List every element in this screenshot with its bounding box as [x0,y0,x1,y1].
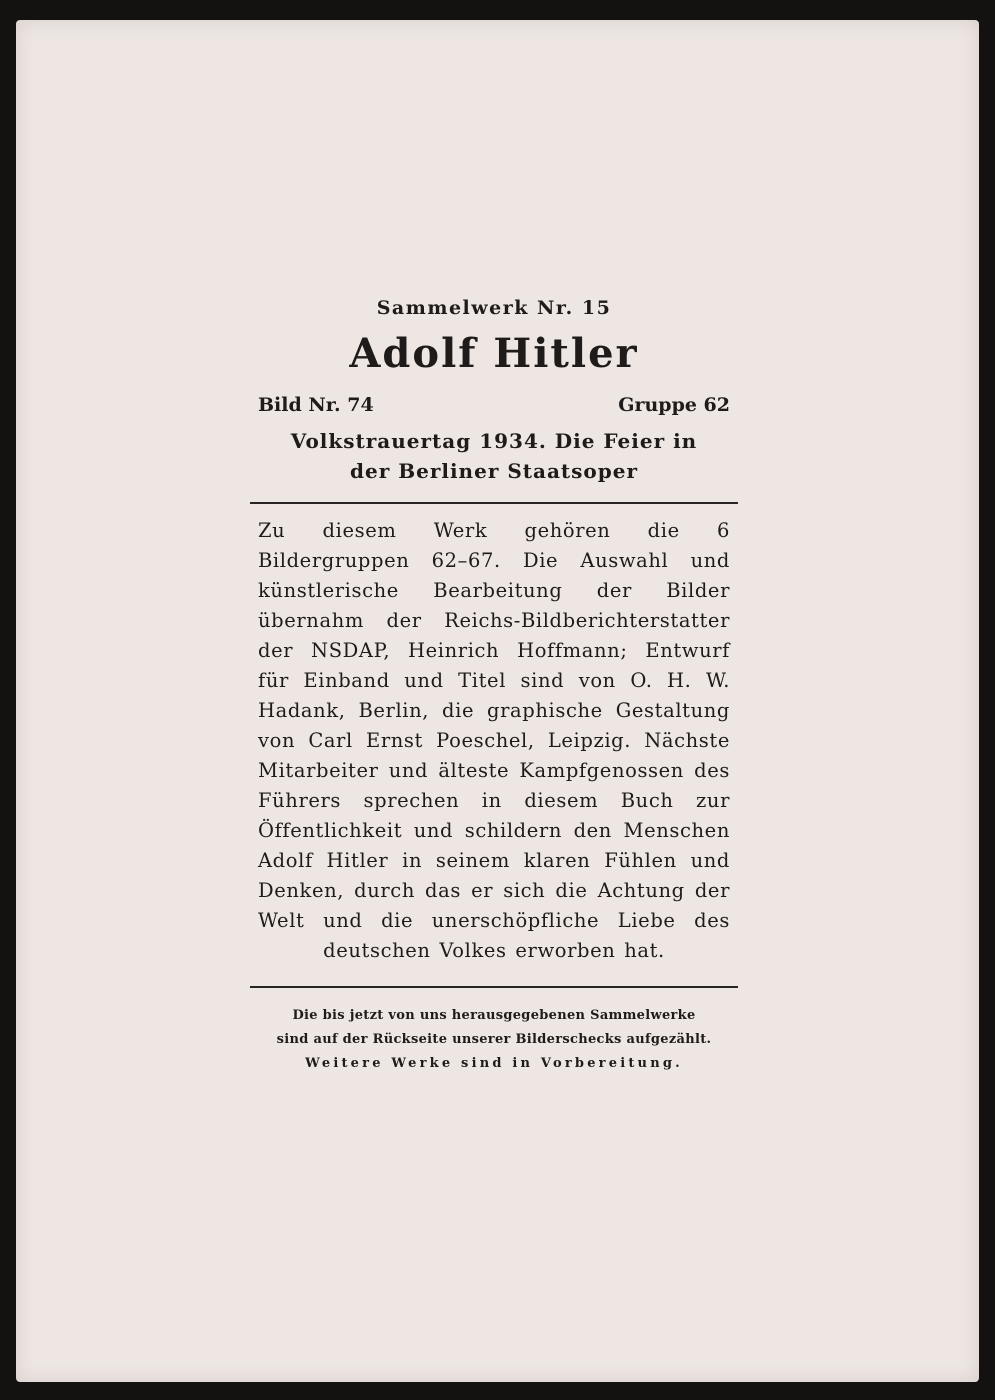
caption-line-1: Volkstrauertag 1934. Die Feier in [290,429,698,453]
footer-line-2: sind auf der Rückseite unserer Bilderschecks aufgezählt. [276,1032,712,1047]
divider-top [250,502,738,504]
main-title: Adolf Hitler [349,330,639,377]
meta-row [258,388,730,422]
series-heading: Sammelwerk Nr. 15 [376,297,612,319]
card [16,20,979,1382]
card-content [258,290,730,1076]
picture-number: Bild Nr. 74 [258,394,374,416]
footer-note [258,1004,730,1076]
picture-caption [258,426,730,486]
divider-bottom [250,986,738,988]
body-paragraph: Zu diesem Werk gehören die 6 Bildergruppen 62–67. Die Auswahl und künstlerische Bearbeitung der Bilder übernahm der Reichs-Bildberichterstatter der NSDAP, Heinrich Hoffmann; Entwurf für Einband und Titel sind von O. H. W. Hadank, Berlin, die graphische Gestaltung von Carl Ernst Poeschel, Leipzig. Nächste Mitarbeiter und älteste Kampfgenossen des Führers sprechen in diesem Buch zur Öffentlichkeit und schildern den Menschen Adolf Hitler in seinem klaren Fühlen und Denken, durch das er sich die Achtung der Welt und die unerschöpfliche Liebe des deutschen Volkes erworben hat. [258,519,730,962]
group-number: Gruppe 62 [618,394,730,416]
caption-line-2: der Berliner Staatsoper [349,459,639,483]
footer-line-3: Weitere Werke sind in Vorbereitung. [305,1056,683,1071]
footer-line-1: Die bis jetzt von uns herausgegebenen Sammelwerke [292,1008,696,1023]
